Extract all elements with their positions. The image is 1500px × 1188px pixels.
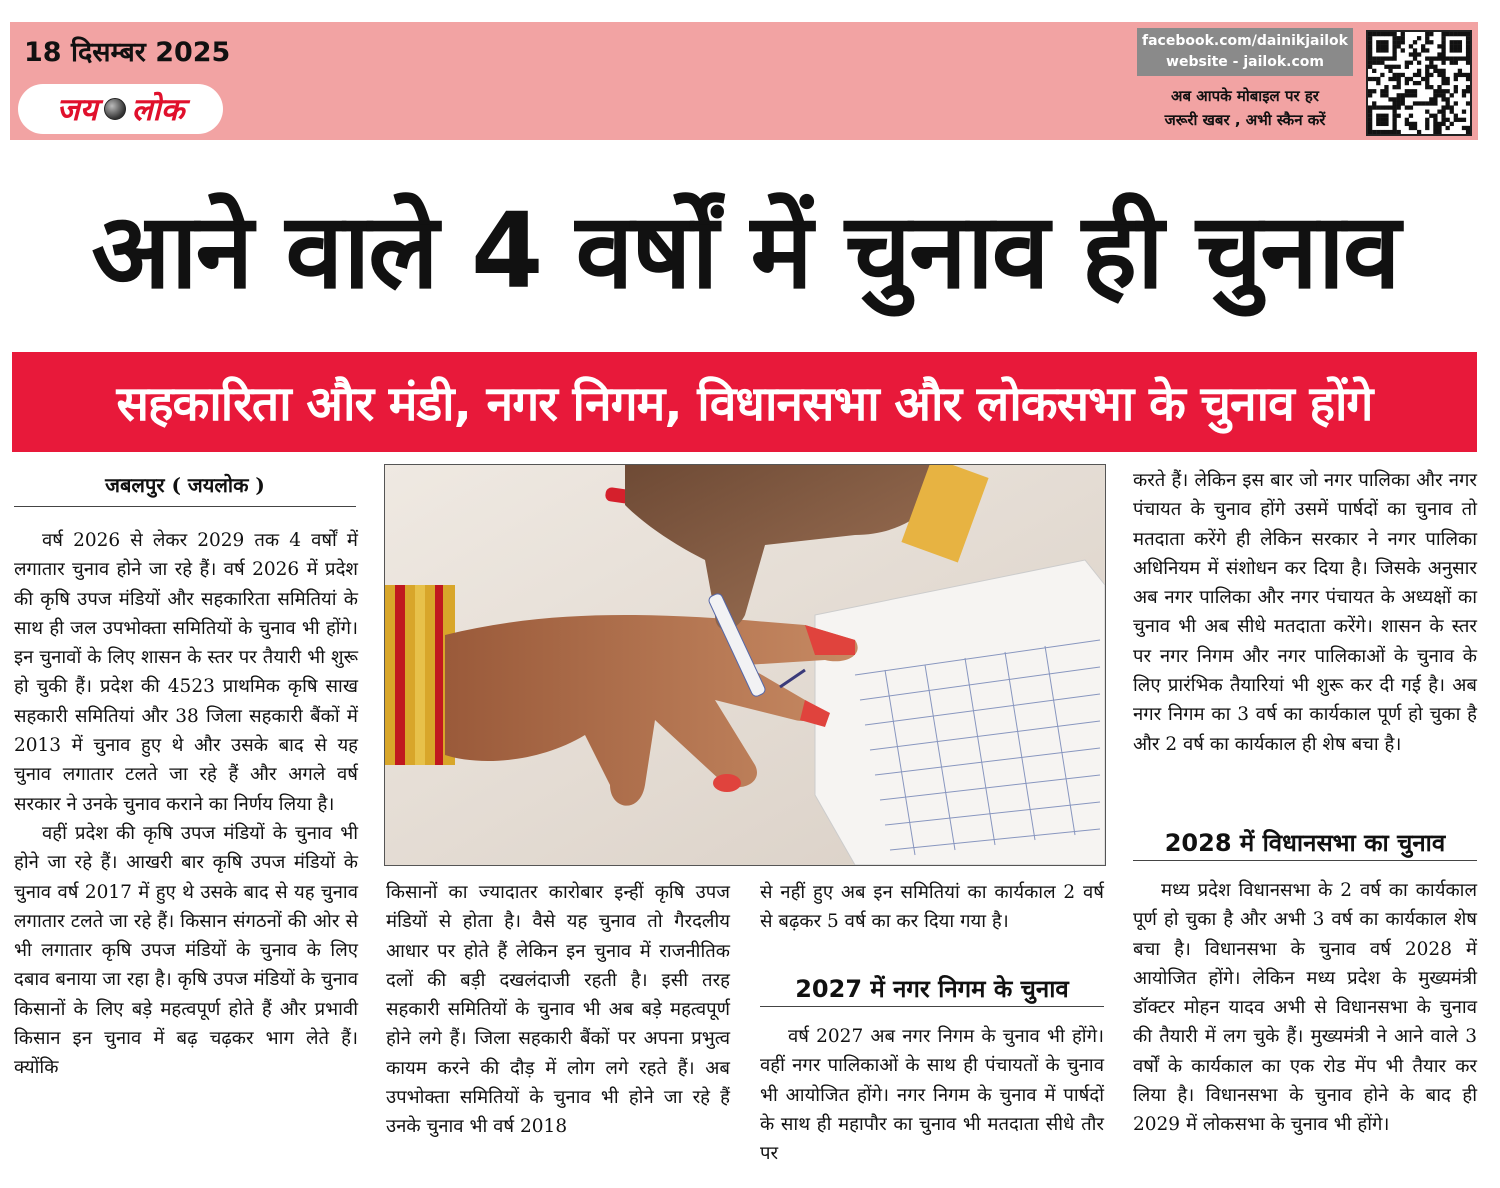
article-column-2	[386, 878, 730, 1142]
voting-ink-photo	[384, 464, 1106, 866]
masthead	[10, 22, 1478, 140]
article-paragraph: करते हैं। लेकिन इस बार जो नगर पालिका और नगर पंचायत के चुनाव होंगे उसमें पार्षदों का चुनाव तो मतदाता करेंगे ही लेकिन सरकार ने नगर पालिका अधिनियम में संशोधन कर दिया है। जिसके अनुसार अब नगर पालिका और नगर पंचायत के अध्यक्षों का चुनाव भी अब सीधे मतदाता करेंगे। शासन के स्तर पर नगर निगम और नगर पालिकाओं के चुनाव के लिए प्रारंभिक तैयारियां भी शुरू कर दी गई है। अब नगर निगम का 3 वर्ष का कार्यकाल पूर्ण हो चुका है और 2 वर्ष का कार्यकाल ही शेष बचा है।	[1133, 470, 1477, 755]
article-paragraph: किसानों का ज्यादातर कारोबार इन्हीं कृषि उपज मंडियों से होता है। वैसे यह चुनाव तो गैरदलीय आधार पर होते हैं लेकिन इन चुनाव में राजनीतिक दलों की बड़ी दखलंदाजी रहती है। इसी तरह सहकारी समितियों के चुनाव भी अब बड़े महत्वपूर्ण होने लगे हैं। जिला सहकारी बैंकों पर अपना प्रभुत्व कायम करने की दौड़ में लोग लगे रहते हैं। अब उपभोक्ता समितियों के चुनाव भी होने जा रहे हैं उनके चुनाव भी वर्ष 2018	[386, 882, 730, 1138]
article-column-4-bottom	[1133, 876, 1477, 1140]
article-paragraph: वहीं प्रदेश की कृषि उपज मंडियों के चुनाव भी होने जा रहे हैं। आखरी बार कृषि उपज मंडियों के चुनाव वर्ष 2017 में हुए थे उसके बाद से यह चुनाव लगातार टलते जा रहे हैं। किसान संगठनों की ओर से भी लगातार कृषि उपज मंडियों के चुनाव के लिए दबाव बनाया जा रहा है। कृषि उपज मंडियों के चुनाव किसानों के लिए बड़े महत्वपूर्ण होते हैं और प्रभावी किसान इन चुनाव में बढ़ चढ़कर भाग लेते हैं। क्योंकि	[14, 822, 358, 1079]
article-paragraph: मध्य प्रदेश विधानसभा के 2 वर्ष का कार्यकाल पूर्ण हो चुका है और अभी 3 वर्ष का कार्यकाल शेष बचा है। विधानसभा के चुनाव वर्ष 2028 में आयोजित होंगे। लेकिन मध्य प्रदेश के मुख्यमंत्री डॉक्टर मोहन यादव अभी से विधानसभा के चुनाव की तैयारी में लग चुके हैं। मुख्यमंत्री ने आने वाले 3 वर्षों के कार्यकाल का एक रोड मेंप भी तैयार कर लिया है। विधानसभा के चुनाव होने के बाद ही 2029 में लोकसभा के चुनाव भी होंगे।	[1133, 880, 1477, 1136]
article-column-3-bottom	[760, 1022, 1104, 1168]
article-paragraph: वर्ष 2026 से लेकर 2029 तक 4 वर्षों में लगातार चुनाव होने जा रहे हैं। वर्ष 2026 में प्रदेश की कृषि उपज मंडियों और सहकारिता समितियां के साथ ही जल उपभोक्ता समितियों के चुनाव भी होंगे। इन चुनावों के लिए शासन के स्तर पर तैयारी भी शुरू हो चुकी हैं। प्रदेश की 4523 प्राथमिक कृषि साख सहकारी समितियां और 38 जिला सहकारी बैंकों में 2013 में चुनाव हुए थे और उसके बाद से यह चुनाव लगातार टलते जा रहे हैं और अगले वर्ष सरकार ने उनके चुनाव कराने का निर्णय लिया है।	[14, 530, 358, 815]
scan-line-2: जरूरी खबर , अभी स्कैन करें	[1164, 111, 1326, 129]
logo-text-left: जय	[56, 92, 98, 128]
logo-text-right: लोक	[131, 92, 185, 128]
scan-line-1: अब आपके मोबाइल पर हर	[1171, 87, 1319, 105]
article-column-3-top	[760, 878, 1104, 937]
article-paragraph: से नहीं हुए अब इन समितियां का कार्यकाल 2 वर्ष से बढ़कर 5 वर्ष का कर दिया गया है।	[760, 882, 1104, 933]
newspaper-logo	[18, 84, 223, 134]
main-headline: आने वाले 4 वर्षों में चुनाव ही चुनाव	[91, 189, 1399, 312]
website-link: website - jailok.com	[1166, 54, 1324, 70]
section-heading-2027: 2027 में नगर निगम के चुनाव	[760, 972, 1104, 1007]
section-heading-2028: 2028 में विधानसभा का चुनाव	[1133, 826, 1477, 861]
article-column-4-top	[1133, 466, 1477, 759]
article-paragraph: वर्ष 2027 अब नगर निगम के चुनाव भी होंगे। वहीं नगर पालिकाओं के साथ ही पंचायतों के चुनाव भी आयोजित होंगे। नगर निगम के चुनाव में पार्षदों के साथ ही महापौर का चुनाव भी मतदाता सीधे तौर पर	[760, 1026, 1104, 1165]
facebook-link: facebook.com/dainikjailok	[1142, 33, 1348, 49]
scan-prompt	[1137, 84, 1353, 132]
dateline: जबलपुर ( जयलोक )	[14, 470, 356, 507]
qr-code-icon	[1366, 30, 1472, 136]
article-column-1	[14, 526, 358, 1083]
social-links	[1137, 28, 1353, 76]
edition-date: 18 दिसम्बर 2025	[24, 37, 231, 68]
sub-headline: सहकारिता और मंडी, नगर निगम, विधानसभा और लोकसभा के चुनाव होंगे	[12, 352, 1477, 452]
globe-icon	[104, 98, 126, 120]
